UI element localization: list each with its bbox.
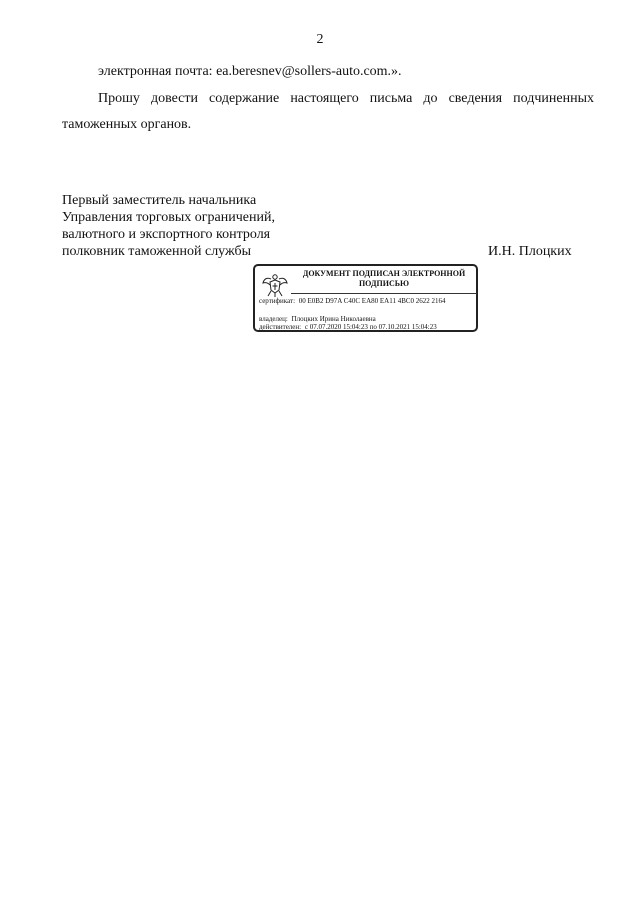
signer-position-line: валютного и экспортного контроля (62, 227, 271, 242)
stamp-certificate-row (259, 297, 474, 305)
stamp-validity-label: действителен: (259, 323, 302, 331)
signer-name: И.Н. Плоцких (488, 244, 572, 259)
request-paragraph-line-2: таможенных органов. (62, 117, 192, 132)
email-contact-line: электронная почта: ea.beresnev@sollers-auto.com.». (98, 64, 402, 79)
stamp-certificate-value: 00 E0B2 D97A C40C EA80 EA11 4BC0 2622 2164 (298, 297, 446, 305)
stamp-divider (291, 293, 477, 294)
signer-position-line: Первый заместитель начальника (62, 193, 257, 208)
stamp-owner-label: владелец: (259, 315, 288, 323)
customs-eagle-emblem-icon (261, 271, 289, 299)
electronic-signature-stamp (253, 264, 478, 332)
signer-position-line: Управления торговых ограничений, (62, 210, 275, 225)
page-number: 2 (316, 32, 324, 47)
request-paragraph-line-1: Прошу довести содержание настоящего письма до сведения подчиненных (98, 91, 594, 106)
stamp-owner-row (259, 315, 474, 323)
signer-position-line: полковник таможенной службы (62, 244, 252, 259)
stamp-validity-row (259, 323, 474, 331)
stamp-certificate-label: сертификат: (259, 297, 296, 305)
stamp-validity-value: с 07.07.2020 15:04:23 по 07.10.2021 15:04:23 (304, 323, 437, 331)
signer-position-block (62, 192, 275, 260)
stamp-title: ДОКУМЕНТ ПОДПИСАН ЭЛЕКТРОННОЙ ПОДПИСЬЮ (302, 269, 466, 288)
stamp-owner-value: Плоцких Ирина Николаевна (291, 315, 376, 323)
